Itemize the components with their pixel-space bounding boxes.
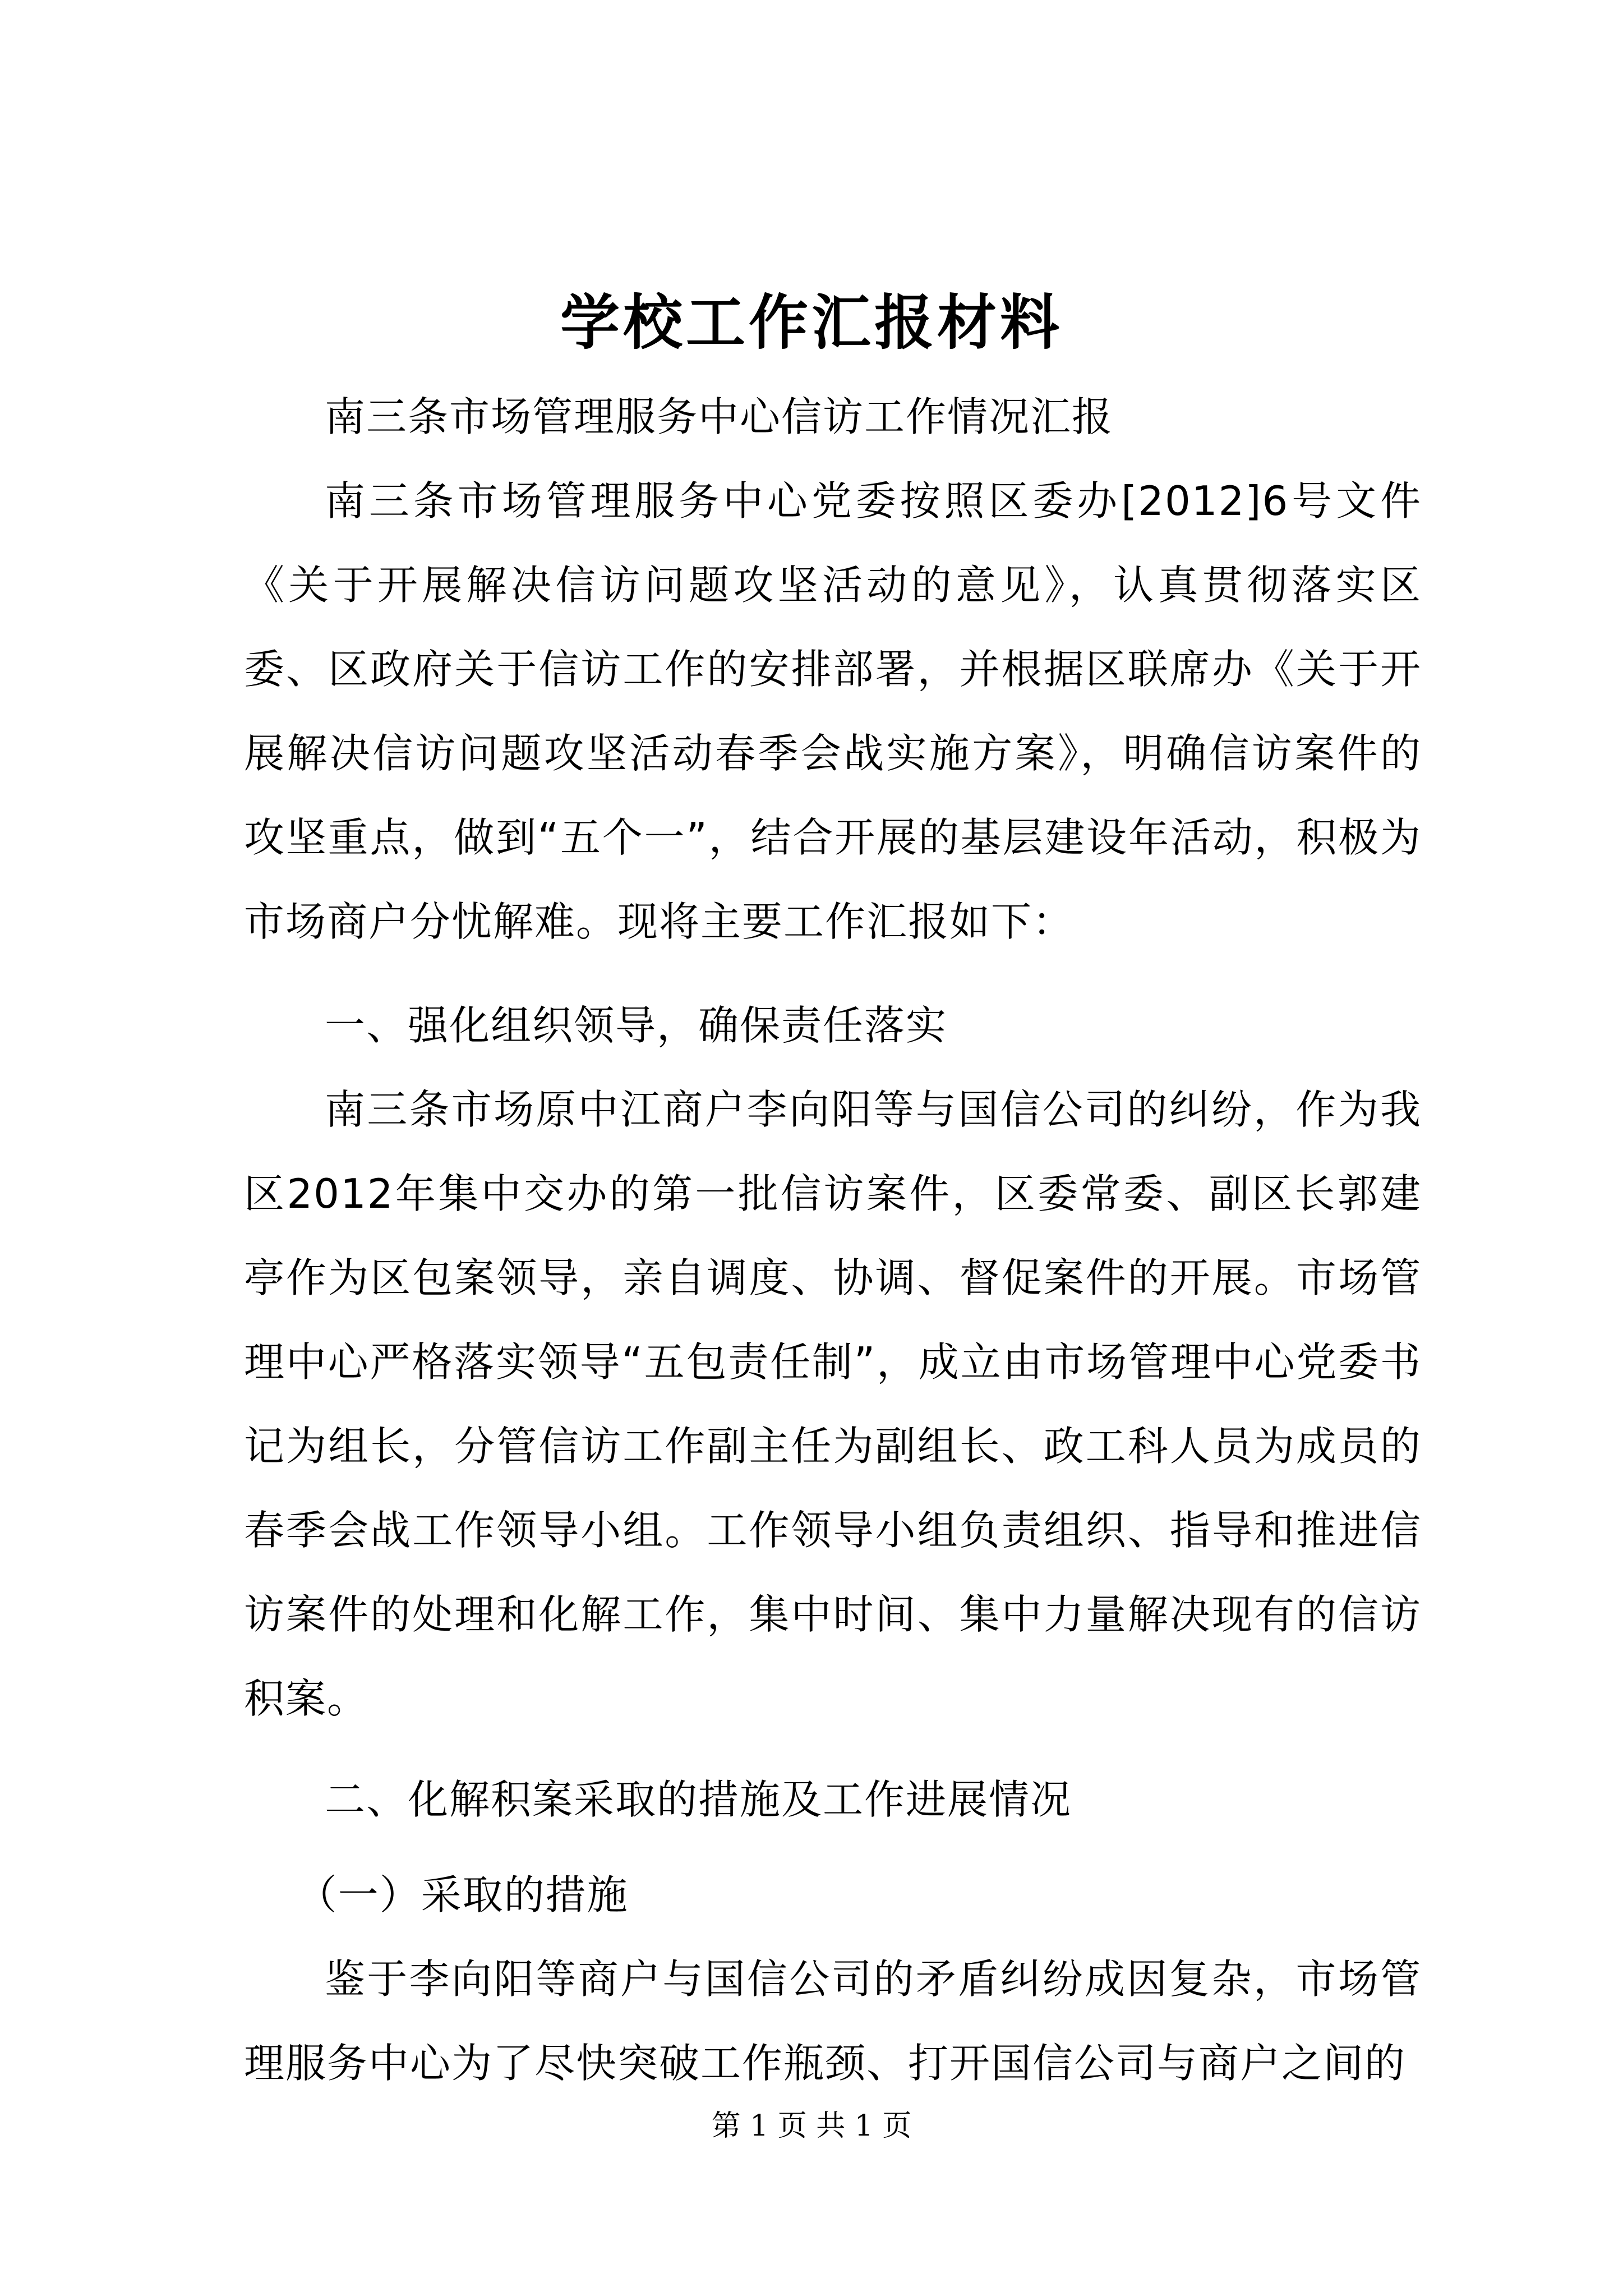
subsection-1-paragraph: 鉴于李向阳等商户与国信公司的矛盾纠纷成因复杂，市场管理服务中心为了尽快突破工作瓶颈、打开国信公司与商户之间的 bbox=[244, 1955, 1422, 2087]
page-footer: 第 1 页 共 1 页 bbox=[711, 2109, 912, 2143]
document-title: 学校工作汇报材料 bbox=[560, 287, 1063, 357]
section-1-paragraph: 南三条市场原中江商户李向阳等与国信公司的纠纷，作为我区2012年集中交办的第一批信访案件，区委常委、副区长郭建亭作为区包案领导，亲自调度、协调、督促案件的开展。市场管理中心严格落实领导“五包责任制”，成立由市场管理中心党委书记为组长，分管信访工作副主任为副组长、政工科人员为成员的春季会战工作领导小组。工作领导小组负责组织、指导和推进信访案件的处理和化解工作，集中时间、集中力量解决现有的信访积案。 bbox=[244, 1086, 1422, 1722]
report-heading: 南三条市场管理服务中心信访工作情况汇报 bbox=[325, 393, 1114, 440]
section-heading-2: 二、化解积案采取的措施及工作进展情况 bbox=[325, 1776, 1072, 1823]
intro-paragraph: 南三条市场管理服务中心党委按照区委办[2012]6号文件《关于开展解决信访问题攻坚活动的意见》，认真贯彻落实区委、区政府关于信访工作的安排部署，并根据区联席办《关于开展解决信访问题攻坚活动春季会战实施方案》，明确信访案件的攻坚重点，做到“五个一”，结合开展的基层建设年活动，积极为市场商户分忧解难。现将主要工作汇报如下： bbox=[244, 477, 1422, 945]
document-body bbox=[244, 375, 1422, 2105]
section-heading-1: 一、强化组织领导，确保责任落实 bbox=[325, 1002, 948, 1049]
subsection-heading-1: （一）采取的措施 bbox=[296, 1871, 629, 1918]
